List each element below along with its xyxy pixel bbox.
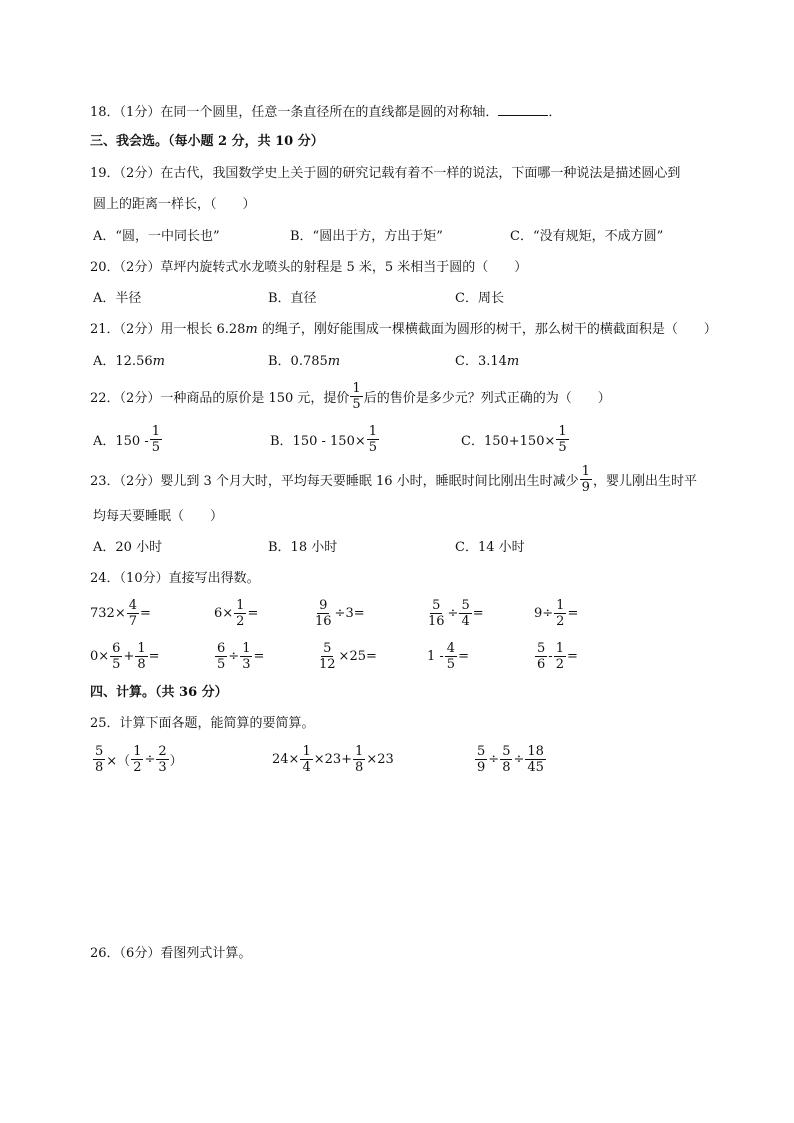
numerator: 18 — [527, 744, 544, 759]
question-21-pre: 21．（2分）用一根长 6.28 — [90, 322, 246, 337]
expression-text: 732× — [90, 606, 126, 621]
fraction — [445, 641, 457, 672]
denominator: 45 — [527, 760, 544, 775]
numerator: 4 — [446, 641, 456, 656]
question-19-line1: 19．（2分）在古代，我国数学史上关于圆的研究记载有着不一样的说法，下面哪一种说法是描述圆心到 — [90, 166, 681, 181]
fraction — [150, 424, 162, 455]
question-22-text — [90, 381, 611, 412]
question-20-text: 20．（2分）草坪内旋转式水龙喷头的射程是 5 米，5 米相当于圆的（ ） — [90, 260, 528, 275]
numerator: 5 — [477, 744, 486, 759]
fraction — [525, 744, 546, 775]
numerator: 1 — [302, 744, 311, 759]
numerator: 1 — [137, 641, 146, 656]
denominator: 16 — [315, 614, 332, 629]
numerator: 1 — [556, 598, 565, 613]
expression-text: + — [123, 649, 135, 664]
fraction — [459, 598, 471, 629]
question-19-option-c[interactable]: C．“没有规矩，不成方圆” — [510, 229, 664, 244]
expression-text: ×25= — [338, 649, 377, 664]
fraction — [127, 598, 139, 629]
denominator: 9 — [581, 480, 590, 495]
fraction — [580, 464, 592, 495]
question-20-option-b[interactable]: B．直径 — [268, 291, 317, 306]
denominator: 7 — [128, 614, 137, 629]
denominator: 8 — [95, 760, 104, 775]
numerator: 5 — [432, 598, 441, 613]
fraction — [556, 424, 568, 455]
mental-calc-10 — [534, 641, 578, 672]
question-21-option-a[interactable] — [93, 352, 165, 372]
question-26-text: 26．（6分）看图列式计算。 — [90, 946, 252, 961]
question-23-post: ，婴儿刚出生时平 — [592, 474, 697, 489]
denominator: 5 — [151, 440, 161, 455]
numerator: 5 — [323, 641, 332, 656]
numerator: 1 — [242, 641, 251, 656]
calc-expression-3 — [474, 744, 547, 775]
question-20-option-c[interactable]: C．周长 — [455, 291, 504, 306]
question-22-post: 后的售价是多少元？列式正确的为（ ） — [363, 391, 611, 406]
question-23-option-a[interactable]: A．20 小时 — [93, 540, 163, 555]
unit-m: m — [327, 354, 341, 369]
numerator: 5 — [95, 744, 104, 759]
denominator: 4 — [302, 760, 311, 775]
denominator: 9 — [477, 760, 486, 775]
expression-text: ÷ — [144, 752, 156, 767]
expression-text: ×23+ — [313, 752, 353, 767]
question-25-text: 25．计算下面各题，能简算的要简算。 — [90, 716, 315, 731]
question-19-option-a[interactable]: A．“圆，一中同长也” — [93, 229, 220, 244]
numerator: 6 — [217, 641, 226, 656]
denominator: 5 — [558, 440, 567, 455]
answer-blank[interactable] — [498, 101, 548, 116]
fraction — [240, 641, 252, 672]
mental-calc-1 — [90, 598, 151, 629]
question-22-pre: 22．（2分）一种商品的原价是 150 元，提价 — [90, 391, 350, 406]
expression-text: = — [247, 606, 259, 621]
fraction — [215, 641, 227, 672]
question-19-line2: 圆上的距离一样长，（ ） — [93, 197, 256, 212]
numerator: 1 — [352, 381, 361, 396]
expression-text: = — [148, 649, 160, 664]
question-22-option-c[interactable] — [461, 424, 570, 455]
question-21-text — [90, 320, 717, 340]
question-23-pre: 23．（2分）婴儿到 3 个月大时，平均每天要睡眠 16 小时，睡眠时间比刚出生时减少 — [90, 474, 579, 489]
calc-expression-1 — [92, 744, 183, 775]
question-18-text: 18．（1分）在同一个圆里，任意一条直径所在的直线都是圆的对称轴． — [90, 105, 499, 120]
expression-text: 1 - — [427, 649, 444, 664]
question-22-option-a[interactable] — [93, 424, 163, 455]
fraction — [353, 744, 365, 775]
numerator: 5 — [502, 744, 511, 759]
question-18 — [90, 101, 561, 123]
numerator: 2 — [158, 744, 167, 759]
option-a-value: A．12.56 — [93, 354, 153, 369]
expression-text: ÷3= — [334, 606, 365, 621]
option-c-text: C．150+150× — [461, 434, 556, 449]
numerator: 1 — [133, 744, 142, 759]
expression-text: ） — [169, 754, 183, 769]
denominator: 8 — [137, 657, 146, 672]
expression-text: ÷ — [488, 752, 500, 767]
question-22-option-b[interactable] — [270, 424, 380, 455]
question-20-option-a[interactable]: A．半径 — [93, 291, 142, 306]
fraction — [93, 744, 105, 775]
question-21-post: 的绳子，刚好能围成一棵横截面为圆形的树干，那么树干的横截面积是（ ） — [257, 322, 717, 337]
calc-expression-2 — [272, 744, 394, 775]
numerator: 4 — [128, 598, 137, 613]
denominator: 8 — [355, 760, 364, 775]
option-c-value: C．3.14 — [455, 354, 507, 369]
mental-calc-9 — [427, 641, 469, 672]
expression-text: ÷ — [228, 649, 240, 664]
fraction — [554, 641, 566, 672]
numerator: 1 — [581, 464, 590, 479]
question-18-end: ． — [548, 105, 562, 120]
numerator: 1 — [555, 641, 564, 656]
section-4-title: 四、计算。（共 36 分） — [90, 685, 228, 700]
mental-calc-6 — [90, 641, 160, 672]
numerator: 1 — [368, 424, 378, 439]
numerator: 1 — [355, 744, 364, 759]
denominator: 5 — [112, 657, 121, 672]
denominator: 2 — [555, 657, 564, 672]
option-b-text: B．150 - 150× — [270, 434, 366, 449]
denominator: 5 — [368, 440, 378, 455]
denominator: 2 — [236, 614, 245, 629]
numerator: 6 — [112, 641, 121, 656]
question-21-option-c[interactable] — [455, 352, 519, 372]
question-23-line2: 均每天要睡眠（ ） — [93, 509, 224, 524]
question-21-option-b[interactable] — [268, 352, 340, 372]
expression-text: - — [548, 649, 553, 664]
fraction — [313, 598, 334, 629]
expression-text: ×23 — [366, 752, 394, 767]
denominator: 16 — [428, 614, 445, 629]
expression-text: 9÷ — [534, 606, 554, 621]
mental-calc-8 — [316, 641, 377, 672]
question-24-text: 24．（10分）直接写出得数。 — [90, 571, 260, 586]
denominator: 6 — [537, 657, 546, 672]
expression-text: = — [472, 606, 484, 621]
denominator: 8 — [502, 760, 511, 775]
denominator: 5 — [446, 657, 456, 672]
fraction — [131, 744, 143, 775]
mental-calc-5 — [534, 598, 578, 629]
denominator: 5 — [217, 657, 226, 672]
unit-m: m — [245, 322, 258, 337]
numerator: 9 — [319, 598, 328, 613]
denominator: 3 — [242, 657, 251, 672]
denominator: 4 — [461, 614, 470, 629]
fraction — [475, 744, 487, 775]
option-a-text: A．150 - — [93, 434, 149, 449]
denominator: 2 — [556, 614, 565, 629]
fraction — [234, 598, 246, 629]
mental-calc-3 — [312, 598, 365, 629]
numerator: 5 — [461, 598, 470, 613]
mental-calc-7 — [214, 641, 264, 672]
denominator: 3 — [158, 760, 167, 775]
expression-text: = — [458, 649, 469, 664]
expression-text: ÷ — [447, 606, 459, 621]
expression-text: 6× — [214, 606, 234, 621]
denominator: 5 — [352, 397, 361, 412]
fraction — [535, 641, 547, 672]
question-19-option-b[interactable]: B．“圆出于方，方出于矩” — [290, 229, 443, 244]
mental-calc-2 — [214, 598, 258, 629]
expression-text: = — [567, 606, 579, 621]
expression-text: = — [253, 649, 265, 664]
numerator: 1 — [236, 598, 245, 613]
fraction — [156, 744, 168, 775]
fraction — [350, 381, 362, 412]
expression-text: ÷ — [513, 752, 525, 767]
expression-text: 24× — [272, 752, 300, 767]
unit-m: m — [506, 354, 520, 369]
fraction — [300, 744, 312, 775]
fraction — [135, 641, 147, 672]
expression-text: 0× — [90, 649, 110, 664]
question-23-line1 — [90, 464, 697, 495]
unit-m: m — [152, 354, 165, 369]
expression-text: = — [566, 649, 578, 664]
fraction — [426, 598, 447, 629]
numerator: 5 — [537, 641, 546, 656]
option-b-value: B．0.785 — [268, 354, 328, 369]
question-23-option-c[interactable]: C．14 小时 — [455, 540, 525, 555]
fraction — [554, 598, 566, 629]
question-23-option-b[interactable]: B．18 小时 — [268, 540, 338, 555]
expression-text: ×（ — [106, 754, 131, 769]
section-3-title: 三、我会选。（每小题 2 分，共 10 分） — [90, 134, 324, 149]
numerator: 1 — [151, 424, 161, 439]
mental-calc-4 — [425, 598, 484, 629]
fraction — [110, 641, 122, 672]
denominator: 12 — [319, 657, 336, 672]
expression-text: = — [140, 606, 151, 621]
denominator: 2 — [133, 760, 142, 775]
fraction — [367, 424, 379, 455]
numerator: 1 — [558, 424, 567, 439]
fraction — [500, 744, 512, 775]
fraction — [317, 641, 338, 672]
